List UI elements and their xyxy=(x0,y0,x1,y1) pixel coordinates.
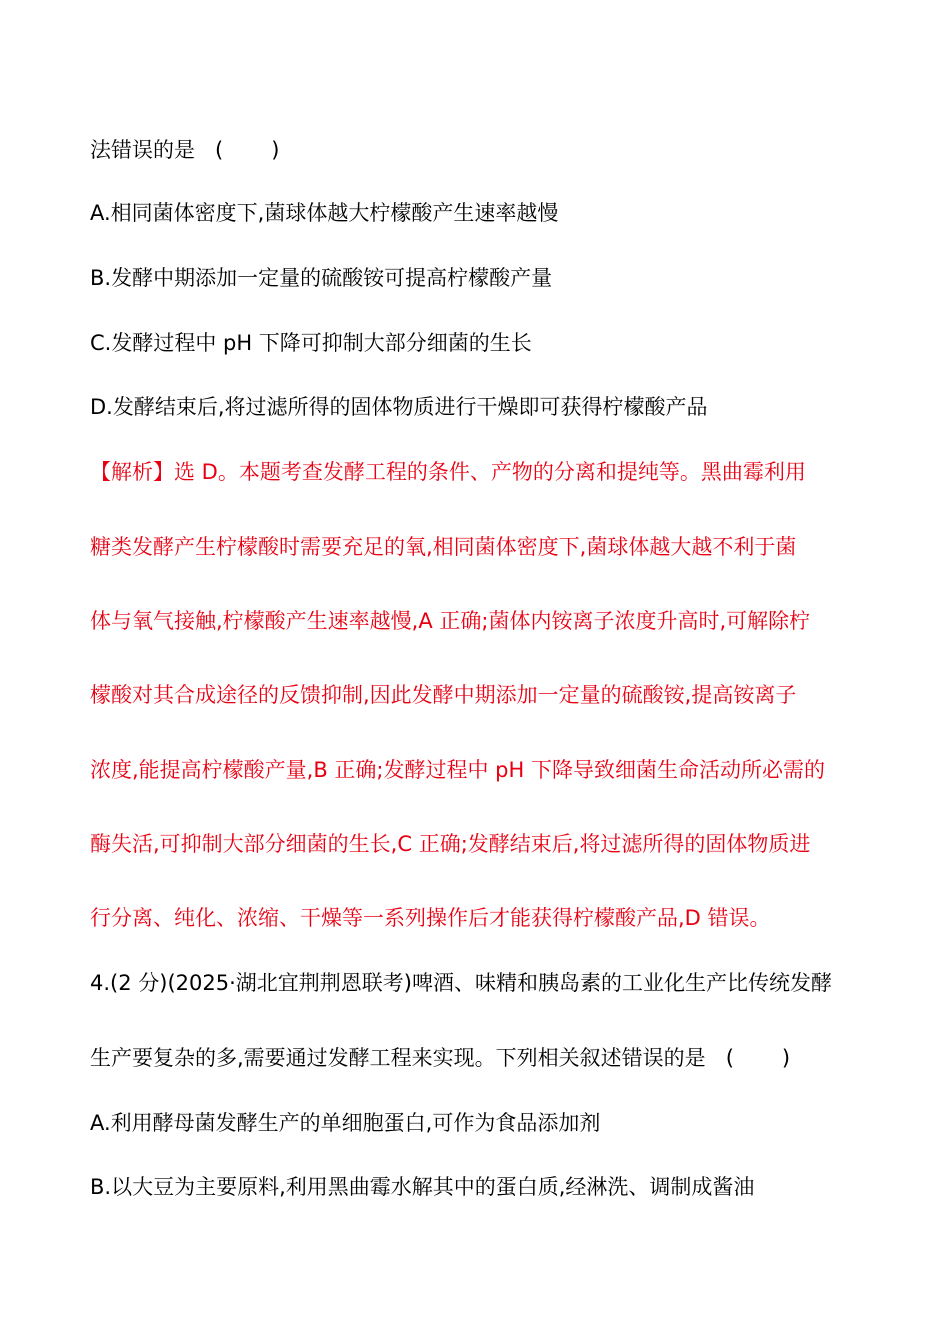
q3-analysis-line-4: 檬酸对其合成途径的反馈抑制,因此发酵中期添加一定量的硫酸铵,提高铵离子 xyxy=(90,683,797,707)
q3-stem-tail xyxy=(90,135,865,165)
q3-option-d: D.发酵结束后,将过滤所得的固体物质进行干燥即可获得柠檬酸产品 xyxy=(90,395,708,419)
q4-option-a: A.利用酵母菌发酵生产的单细胞蛋白,可作为食品添加剂 xyxy=(90,1111,601,1135)
q3-analysis-line-5: 浓度,能提高柠檬酸产量,B 正确;发酵过程中 pH 下降导致细菌生命活动所必需的 xyxy=(90,758,825,782)
q3-answer-paren: ( ) xyxy=(215,138,280,162)
q3-analysis-line-3: 体与氧气接触,柠檬酸产生速率越慢,A 正确;菌体内铵离子浓度升高时,可解除柠 xyxy=(90,609,811,633)
q3-option-c: C.发酵过程中 pH 下降可抑制大部分细菌的生长 xyxy=(90,331,532,355)
q4-answer-paren: ( ) xyxy=(725,1046,791,1070)
q4-option-b: B.以大豆为主要原料,利用黑曲霉水解其中的蛋白质,经淋洗、调制成酱油 xyxy=(90,1175,755,1199)
q3-option-a: A.相同菌体密度下,菌球体越大柠檬酸产生速率越慢 xyxy=(90,201,559,225)
q3-analysis-line-6: 酶失活,可抑制大部分细菌的生长,C 正确;发酵结束后,将过滤所得的固体物质进 xyxy=(90,832,811,856)
q3-analysis-line-7: 行分离、纯化、浓缩、干燥等一系列操作后才能获得柠檬酸产品,D 错误。 xyxy=(90,906,771,930)
q3-analysis-line-1: 【解析】选 D。本题考查发酵工程的条件、产物的分离和提纯等。黑曲霉利用 xyxy=(90,460,806,484)
q4-stem-line-1: 4.(2 分)(2025·湖北宜荆荆恩联考)啤酒、味精和胰岛素的工业化生产比传统发酵 xyxy=(90,971,832,995)
q3-option-b: B.发酵中期添加一定量的硫酸铵可提高柠檬酸产量 xyxy=(90,266,553,290)
q4-stem-line-2 xyxy=(90,1043,865,1073)
q3-stem-text: 法错误的是 xyxy=(90,138,195,162)
q3-analysis-line-2: 糖类发酵产生柠檬酸时需要充足的氧,相同菌体密度下,菌球体越大越不利于菌 xyxy=(90,535,797,559)
q4-stem-text: 生产要复杂的多,需要通过发酵工程来实现。下列相关叙述错误的是 xyxy=(90,1046,706,1070)
